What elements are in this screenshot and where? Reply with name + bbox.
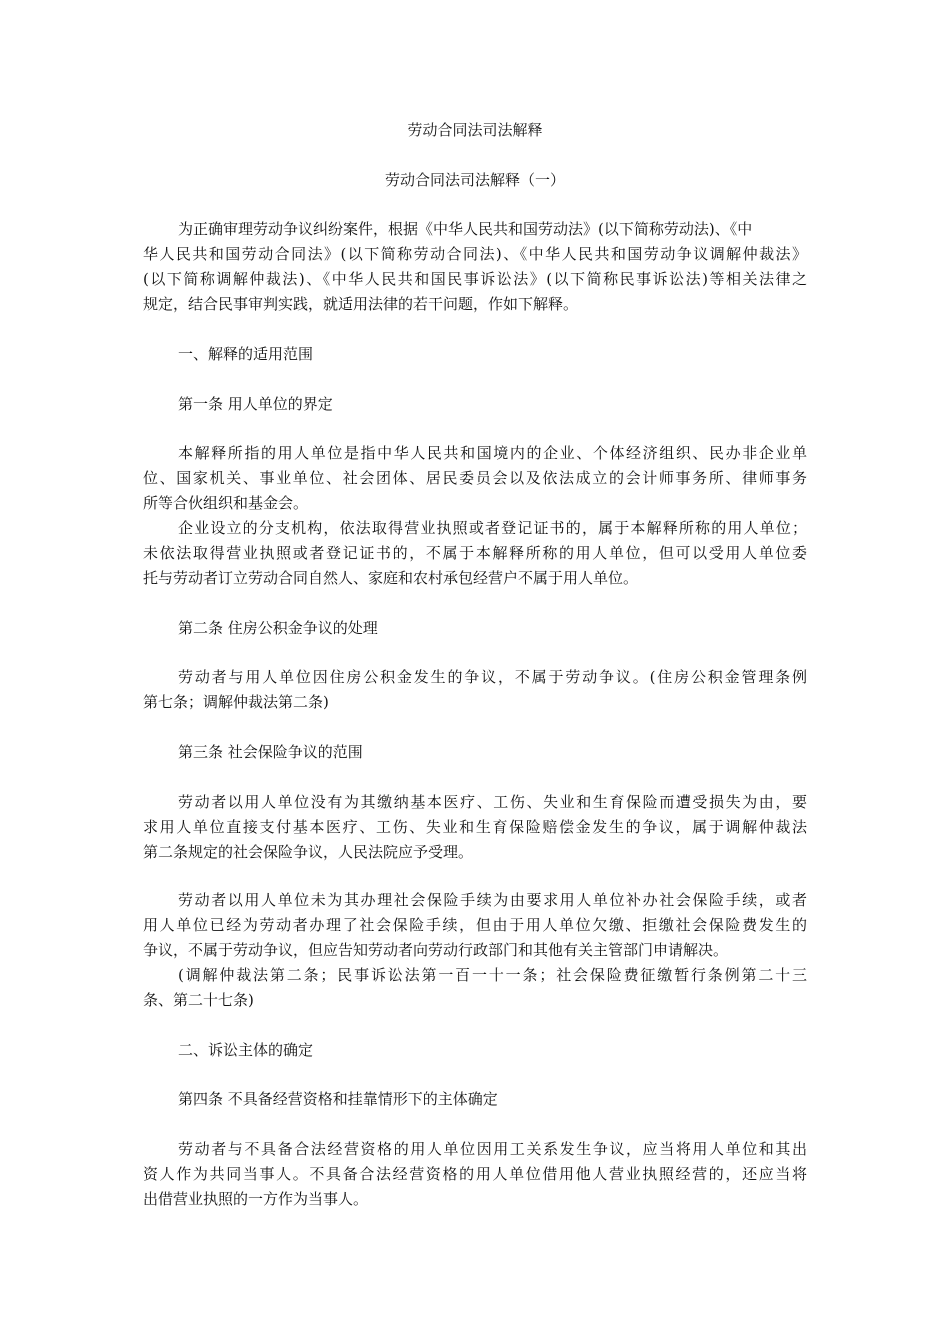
- paragraph-line: 第二条规定的社会保险争议，人民法院应予受理。: [143, 843, 474, 861]
- paragraph-line: 位、国家机关、事业单位、社会团体、居民委员会以及依法成立的会计师事务所、律师事务: [143, 469, 807, 487]
- paragraph-line: 企业设立的分支机构，依法取得营业执照或者登记证书的，属于本解释所称的用人单位；: [178, 519, 807, 537]
- paragraph-line: 出借营业执照的一方作为当事人。: [143, 1190, 369, 1208]
- paragraph-line: 条、第二十七条): [143, 991, 254, 1009]
- article-heading: 第一条 用人单位的界定: [178, 395, 333, 413]
- paragraph-line: 所等合伙组织和基金会。: [143, 494, 309, 512]
- article-heading: 第四条 不具备经营资格和挂靠情形下的主体确定: [178, 1090, 498, 1108]
- paragraph-line: 资人作为共同当事人。不具备合法经营资格的用人单位借用他人营业执照经营的，还应当将: [143, 1165, 807, 1183]
- paragraph-line: 劳动者以用人单位没有为其缴纳基本医疗、工伤、失业和生育保险而遭受损失为由，要: [178, 793, 807, 811]
- paragraph-line: 劳动者与不具备合法经营资格的用人单位因用工关系发生争议，应当将用人单位和其出: [178, 1140, 807, 1158]
- preamble-line: (以下简称调解仲裁法)、《中华人民共和国民事诉讼法》(以下简称民事诉讼法)等相关法律之: [143, 270, 807, 288]
- paragraph-line: 劳动者以用人单位未为其办理社会保险手续为由要求用人单位补办社会保险手续，或者: [178, 891, 807, 909]
- paragraph-line: 托与劳动者订立劳动合同自然人、家庭和农村承包经营户不属于用人单位。: [143, 569, 639, 587]
- document-title: 劳动合同法司法解释: [407, 121, 543, 139]
- paragraph-line: 用人单位已经为劳动者办理了社会保险手续，但由于用人单位欠缴、拒缴社会保险费发生的: [143, 916, 807, 934]
- document-subtitle: 劳动合同法司法解释（一）: [384, 171, 565, 189]
- article-heading: 第三条 社会保险争议的范围: [178, 743, 363, 761]
- paragraph-line: (调解仲裁法第二条；民事诉讼法第一百一十一条；社会保险费征缴暂行条例第二十三: [178, 966, 807, 984]
- preamble-line: 规定，结合民事审判实践，就适用法律的若干问题，作如下解释。: [143, 295, 579, 313]
- section-heading: 一、解释的适用范围: [178, 345, 314, 363]
- paragraph-line: 求用人单位直接支付基本医疗、工伤、失业和生育保险赔偿金发生的争议，属于调解仲裁法: [143, 818, 807, 836]
- section-heading: 二、诉讼主体的确定: [178, 1041, 314, 1059]
- paragraph-line: 未依法取得营业执照或者登记证书的，不属于本解释所称的用人单位，但可以受用人单位委: [143, 544, 807, 562]
- article-heading: 第二条 住房公积金争议的处理: [178, 619, 378, 637]
- paragraph-line: 劳动者与用人单位因住房公积金发生的争议，不属于劳动争议。(住房公积金管理条例: [178, 668, 807, 686]
- paragraph-line: 第七条；调解仲裁法第二条): [143, 693, 329, 711]
- paragraph-line: 本解释所指的用人单位是指中华人民共和国境内的企业、个体经济组织、民办非企业单: [178, 444, 807, 462]
- preamble-line: 华人民共和国劳动合同法》(以下简称劳动合同法)、《中华人民共和国劳动争议调解仲裁法》: [143, 245, 807, 263]
- preamble-line: 为正确审理劳动争议纠纷案件，根据《中华人民共和国劳动法》(以下简称劳动法)、《中: [178, 220, 753, 238]
- paragraph-line: 争议，不属于劳动争议，但应告知劳动者向劳动行政部门和其他有关主管部门申请解决。: [143, 941, 729, 959]
